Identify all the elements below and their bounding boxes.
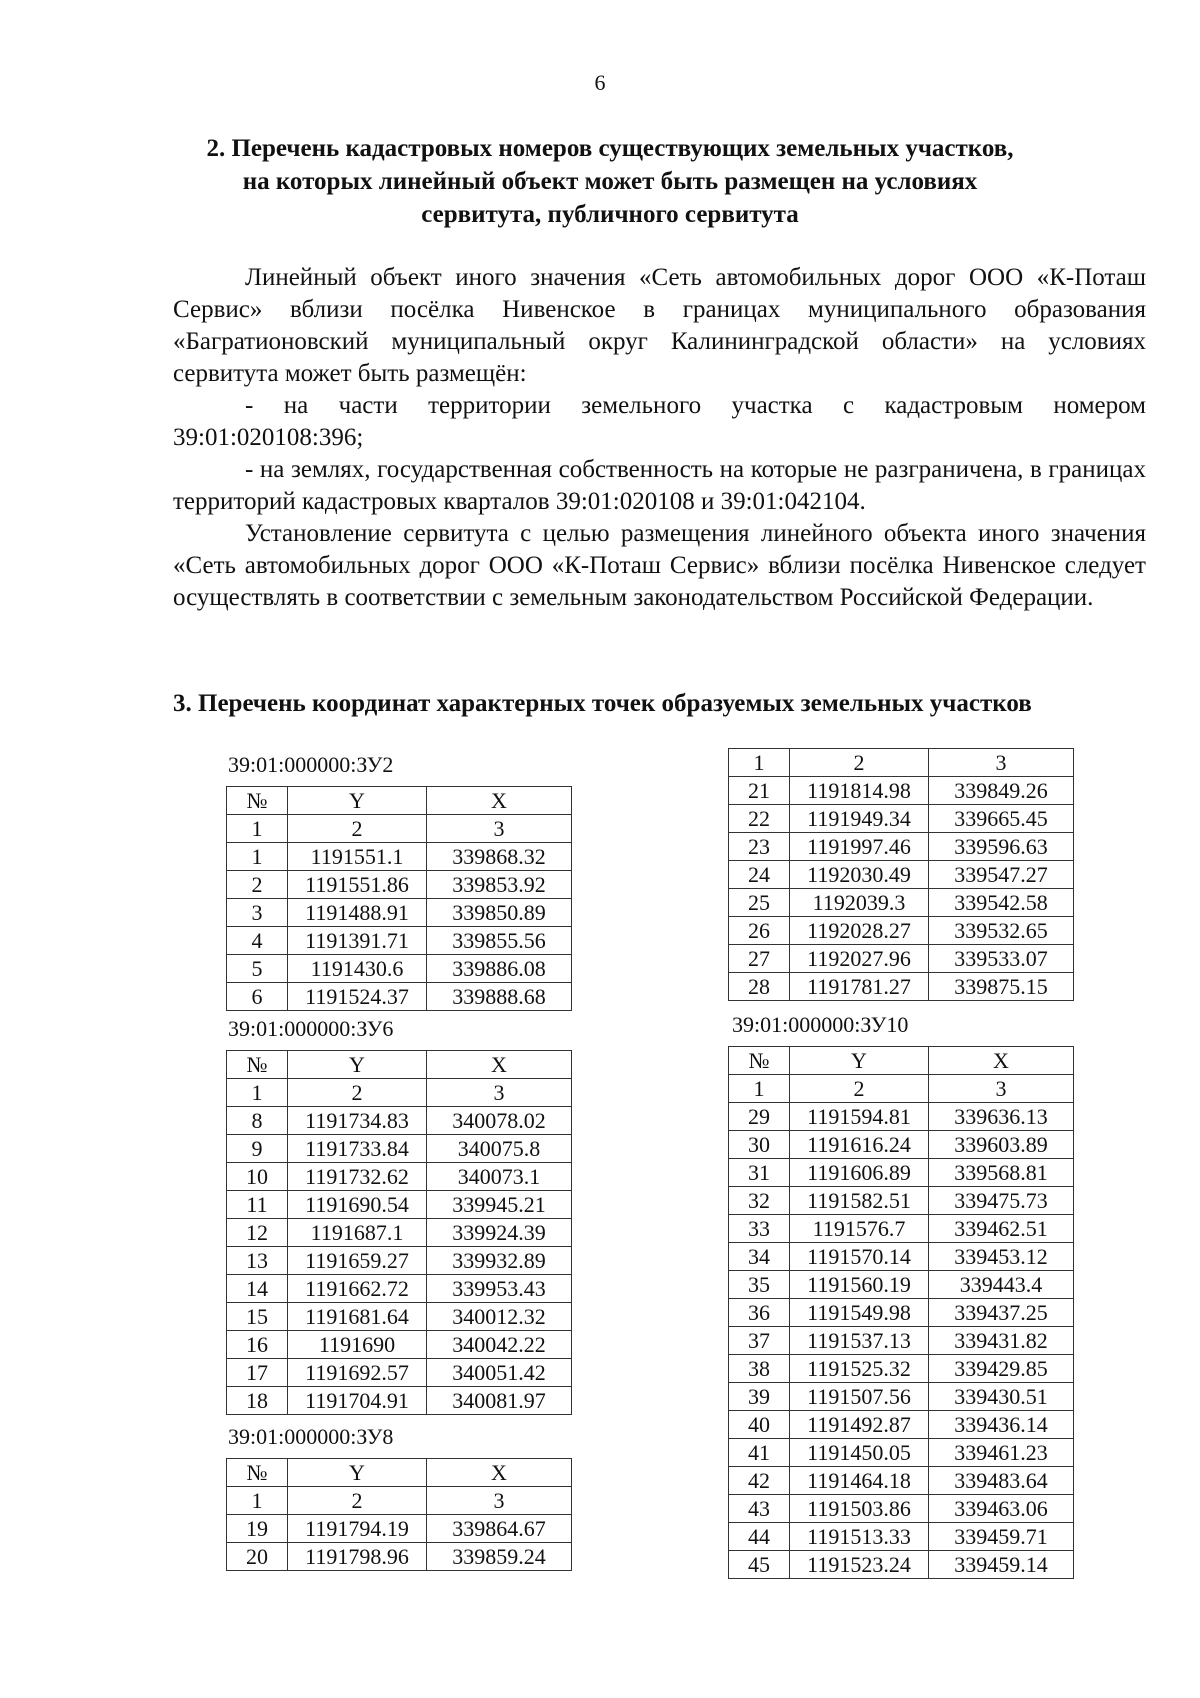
table-row	[729, 833, 1074, 861]
col-header-number: №	[227, 787, 288, 815]
point-number: 20	[227, 1543, 288, 1571]
column-number: 3	[929, 1075, 1074, 1103]
column-number: 2	[288, 1487, 427, 1515]
column-number-row	[729, 749, 1074, 777]
column-number: 3	[929, 749, 1074, 777]
coord-y: 1191733.84	[288, 1135, 427, 1163]
plot-label-zu6: 39:01:000000:ЗУ6	[228, 1016, 394, 1041]
plot-label-zu2: 39:01:000000:ЗУ2	[228, 752, 394, 777]
coord-y: 1191681.64	[288, 1303, 427, 1331]
point-number: 13	[227, 1247, 288, 1275]
coord-y: 1191734.83	[288, 1107, 427, 1135]
table-row	[227, 1107, 572, 1135]
coord-y: 1191949.34	[790, 805, 929, 833]
coord-x: 340081.97	[427, 1387, 572, 1415]
point-number: 14	[227, 1275, 288, 1303]
table-row	[729, 1271, 1074, 1299]
coord-y: 1191659.27	[288, 1247, 427, 1275]
coord-y: 1191537.13	[790, 1327, 929, 1355]
coord-x: 340075.8	[427, 1135, 572, 1163]
coord-x: 339459.14	[929, 1551, 1074, 1579]
table-row	[227, 1543, 572, 1571]
table-row	[729, 1243, 1074, 1271]
coord-x: 340078.02	[427, 1107, 572, 1135]
coord-x: 339850.89	[427, 899, 572, 927]
point-number: 43	[729, 1495, 790, 1523]
coord-x: 339542.58	[929, 889, 1074, 917]
table-row	[729, 1383, 1074, 1411]
coord-y: 1191570.14	[790, 1243, 929, 1271]
coord-x: 339868.32	[427, 843, 572, 871]
table-row	[227, 1191, 572, 1219]
coord-x: 340012.32	[427, 1303, 572, 1331]
table-row	[227, 1359, 572, 1387]
column-number: 3	[427, 1079, 572, 1107]
paragraph-servitude-establishment: Установление сервитута с целью размещения линейного объекта иного значения «Сеть автомобильных дорог ООО «К-Поташ Сервис» вблизи посёлка Нивенское следует осуществлять в соответствии с земельным законодательством Российской Федерации.	[173, 520, 1146, 611]
table-row	[227, 1515, 572, 1543]
point-number: 8	[227, 1107, 288, 1135]
coord-x: 339533.07	[929, 945, 1074, 973]
col-header-x: X	[427, 787, 572, 815]
point-number: 16	[227, 1331, 288, 1359]
coord-y: 1191690	[288, 1331, 427, 1359]
table-row	[227, 1219, 572, 1247]
coord-x: 339932.89	[427, 1247, 572, 1275]
coord-y: 1192028.27	[790, 917, 929, 945]
coord-x: 339453.12	[929, 1243, 1074, 1271]
table-row	[729, 1495, 1074, 1523]
coord-x: 339459.71	[929, 1523, 1074, 1551]
table-row	[227, 1135, 572, 1163]
coord-y: 1191594.81	[790, 1103, 929, 1131]
table-row	[227, 955, 572, 983]
paragraph-linear-object: Линейный объект иного значения «Сеть автомобильных дорог ООО «К-Поташ Сервис» вблизи посёлка Нивенское в границах муниципального образования «Багратионовский муниципальный округ Калининградской области» на условиях сервитута может быть размещён:	[173, 264, 1146, 387]
coord-y: 1191525.32	[790, 1355, 929, 1383]
coord-x: 339665.45	[929, 805, 1074, 833]
point-number: 15	[227, 1303, 288, 1331]
column-number: 3	[427, 815, 572, 843]
coord-x: 339475.73	[929, 1187, 1074, 1215]
coord-y: 1191692.57	[288, 1359, 427, 1387]
coord-y: 1191492.87	[790, 1411, 929, 1439]
coord-y: 1191450.05	[790, 1439, 929, 1467]
column-number: 3	[427, 1487, 572, 1515]
coord-x: 339886.08	[427, 955, 572, 983]
coord-y: 1191616.24	[790, 1131, 929, 1159]
page-number: 6	[594, 70, 606, 95]
point-number: 19	[227, 1515, 288, 1543]
table-row	[729, 777, 1074, 805]
point-number: 17	[227, 1359, 288, 1387]
coord-x: 339636.13	[929, 1103, 1074, 1131]
point-number: 26	[729, 917, 790, 945]
coord-y: 1191997.46	[790, 833, 929, 861]
col-header-x: X	[427, 1051, 572, 1079]
coord-x: 339547.27	[929, 861, 1074, 889]
section-2-heading-line: на которых линейный объект может быть размещен на условиях	[242, 168, 978, 195]
coord-x: 339532.65	[929, 917, 1074, 945]
table-row	[729, 973, 1074, 1001]
coords-table-zu8	[226, 1458, 572, 1571]
col-header-x: X	[929, 1047, 1074, 1075]
section-3-heading: 3. Перечень координат характерных точек образуемых земельных участков	[173, 690, 1032, 717]
coord-x: 339853.92	[427, 871, 572, 899]
coord-x: 339859.24	[427, 1543, 572, 1571]
col-header-x: X	[427, 1459, 572, 1487]
point-number: 41	[729, 1439, 790, 1467]
coord-x: 339875.15	[929, 973, 1074, 1001]
point-number: 37	[729, 1327, 790, 1355]
point-number: 38	[729, 1355, 790, 1383]
point-number: 21	[729, 777, 790, 805]
section-2-heading	[150, 132, 1070, 231]
point-number: 12	[227, 1219, 288, 1247]
table-row	[729, 1327, 1074, 1355]
coord-y: 1191606.89	[790, 1159, 929, 1187]
table-row	[227, 983, 572, 1011]
coord-y: 1191551.86	[288, 871, 427, 899]
col-header-number: №	[729, 1047, 790, 1075]
plot-label-zu8: 39:01:000000:ЗУ8	[228, 1424, 394, 1449]
coords-table-zu2	[226, 786, 572, 1011]
coord-x: 339603.89	[929, 1131, 1074, 1159]
col-header-y: Y	[790, 1047, 929, 1075]
table-row	[227, 1247, 572, 1275]
coord-y: 1191814.98	[790, 777, 929, 805]
table-header-row	[729, 1047, 1074, 1075]
table-row	[729, 917, 1074, 945]
table-row	[729, 1187, 1074, 1215]
table-row	[729, 889, 1074, 917]
column-number: 2	[790, 1075, 929, 1103]
coord-y: 1191523.24	[790, 1551, 929, 1579]
coord-x: 339864.67	[427, 1515, 572, 1543]
point-number: 9	[227, 1135, 288, 1163]
coords-table-zu6	[226, 1050, 572, 1415]
point-number: 5	[227, 955, 288, 983]
point-number: 1	[227, 843, 288, 871]
coord-x: 339443.4	[929, 1271, 1074, 1299]
table-row	[729, 1411, 1074, 1439]
coord-x: 339429.85	[929, 1355, 1074, 1383]
table-row	[227, 899, 572, 927]
section-2-heading-line: сервитута, публичного сервитута	[421, 201, 799, 228]
col-header-number: №	[227, 1051, 288, 1079]
coord-x: 339849.26	[929, 777, 1074, 805]
coord-x: 339463.06	[929, 1495, 1074, 1523]
coord-y: 1191662.72	[288, 1275, 427, 1303]
coord-x: 340051.42	[427, 1359, 572, 1387]
coord-x: 339953.43	[427, 1275, 572, 1303]
column-number-row	[729, 1075, 1074, 1103]
coord-x: 339437.25	[929, 1299, 1074, 1327]
coord-y: 1191524.37	[288, 983, 427, 1011]
coord-x: 339461.23	[929, 1439, 1074, 1467]
table-header-row	[227, 1051, 572, 1079]
coords-table-zu10	[728, 1046, 1074, 1579]
coord-x: 339462.51	[929, 1215, 1074, 1243]
paragraph-land-plot-part: - на части территории земельного участка с кадастровым номером 39:01:020108:396;	[173, 392, 1146, 451]
coord-y: 1192030.49	[790, 861, 929, 889]
point-number: 3	[227, 899, 288, 927]
column-number-row	[227, 1079, 572, 1107]
table-row	[729, 1159, 1074, 1187]
column-number-row	[227, 1487, 572, 1515]
table-header-row	[227, 1459, 572, 1487]
table-row	[227, 1331, 572, 1359]
coord-x: 340042.22	[427, 1331, 572, 1359]
point-number: 6	[227, 983, 288, 1011]
column-number: 1	[729, 749, 790, 777]
table-row	[729, 1215, 1074, 1243]
column-number-row	[227, 815, 572, 843]
table-header-row	[227, 787, 572, 815]
column-number: 2	[288, 815, 427, 843]
coord-x: 339888.68	[427, 983, 572, 1011]
column-number: 2	[288, 1079, 427, 1107]
table-row	[729, 805, 1074, 833]
point-number: 2	[227, 871, 288, 899]
coords-table-zu8-continuation	[728, 748, 1074, 1001]
column-number: 1	[227, 815, 288, 843]
table-row	[729, 1551, 1074, 1579]
coord-y: 1191503.86	[790, 1495, 929, 1523]
col-header-y: Y	[288, 1051, 427, 1079]
column-number: 1	[227, 1487, 288, 1515]
col-header-number: №	[227, 1459, 288, 1487]
col-header-y: Y	[288, 1459, 427, 1487]
table-row	[729, 1467, 1074, 1495]
coord-y: 1191582.51	[790, 1187, 929, 1215]
point-number: 44	[729, 1523, 790, 1551]
table-row	[729, 1439, 1074, 1467]
coord-y: 1191507.56	[790, 1383, 929, 1411]
column-number: 1	[227, 1079, 288, 1107]
point-number: 27	[729, 945, 790, 973]
point-number: 11	[227, 1191, 288, 1219]
coord-y: 1191704.91	[288, 1387, 427, 1415]
point-number: 29	[729, 1103, 790, 1131]
table-row	[729, 1103, 1074, 1131]
point-number: 28	[729, 973, 790, 1001]
coord-x: 339596.63	[929, 833, 1074, 861]
coord-x: 339855.56	[427, 927, 572, 955]
point-number: 25	[729, 889, 790, 917]
coord-x: 339568.81	[929, 1159, 1074, 1187]
paragraph-state-lands: - на землях, государственная собственность на которые не разграничена, в границах территорий кадастровых кварталов 39:01:020108 и 39:01:042104.	[173, 456, 1146, 515]
table-row	[227, 871, 572, 899]
point-number: 18	[227, 1387, 288, 1415]
coord-y: 1192039.3	[790, 889, 929, 917]
point-number: 42	[729, 1467, 790, 1495]
coord-y: 1191576.7	[790, 1215, 929, 1243]
point-number: 23	[729, 833, 790, 861]
column-number: 2	[790, 749, 929, 777]
point-number: 30	[729, 1131, 790, 1159]
coord-y: 1191732.62	[288, 1163, 427, 1191]
table-row	[227, 843, 572, 871]
coord-y: 1191690.54	[288, 1191, 427, 1219]
table-row	[729, 1299, 1074, 1327]
point-number: 40	[729, 1411, 790, 1439]
coord-y: 1191464.18	[790, 1467, 929, 1495]
coord-x: 339945.21	[427, 1191, 572, 1219]
coord-x: 339430.51	[929, 1383, 1074, 1411]
point-number: 4	[227, 927, 288, 955]
coord-y: 1192027.96	[790, 945, 929, 973]
table-row	[227, 927, 572, 955]
table-row	[227, 1163, 572, 1191]
coord-x: 340073.1	[427, 1163, 572, 1191]
table-row	[729, 945, 1074, 973]
coord-y: 1191794.19	[288, 1515, 427, 1543]
table-row	[729, 861, 1074, 889]
table-row	[227, 1275, 572, 1303]
coord-y: 1191513.33	[790, 1523, 929, 1551]
coord-y: 1191551.1	[288, 843, 427, 871]
coord-y: 1191560.19	[790, 1271, 929, 1299]
point-number: 31	[729, 1159, 790, 1187]
table-row	[729, 1355, 1074, 1383]
coord-x: 339924.39	[427, 1219, 572, 1247]
point-number: 32	[729, 1187, 790, 1215]
point-number: 22	[729, 805, 790, 833]
table-row	[729, 1523, 1074, 1551]
coord-x: 339483.64	[929, 1467, 1074, 1495]
point-number: 33	[729, 1215, 790, 1243]
coord-x: 339436.14	[929, 1411, 1074, 1439]
coord-y: 1191430.6	[288, 955, 427, 983]
column-number: 1	[729, 1075, 790, 1103]
table-row	[227, 1303, 572, 1331]
point-number: 39	[729, 1383, 790, 1411]
coord-y: 1191781.27	[790, 973, 929, 1001]
coord-y: 1191549.98	[790, 1299, 929, 1327]
col-header-y: Y	[288, 787, 427, 815]
point-number: 10	[227, 1163, 288, 1191]
table-row	[227, 1387, 572, 1415]
coord-y: 1191687.1	[288, 1219, 427, 1247]
point-number: 35	[729, 1271, 790, 1299]
point-number: 45	[729, 1551, 790, 1579]
coord-y: 1191391.71	[288, 927, 427, 955]
table-row	[729, 1131, 1074, 1159]
section-2-heading-line: 2. Перечень кадастровых номеров существующих земельных участков,	[206, 135, 1014, 162]
plot-label-zu10: 39:01:000000:ЗУ10	[732, 1012, 909, 1037]
coord-y: 1191798.96	[288, 1543, 427, 1571]
coord-x: 339431.82	[929, 1327, 1074, 1355]
point-number: 34	[729, 1243, 790, 1271]
coord-y: 1191488.91	[288, 899, 427, 927]
point-number: 24	[729, 861, 790, 889]
point-number: 36	[729, 1299, 790, 1327]
